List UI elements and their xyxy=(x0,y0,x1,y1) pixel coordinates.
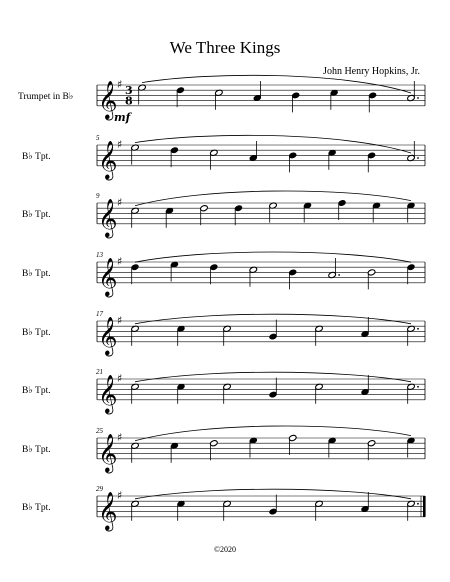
note xyxy=(170,442,178,463)
phrase-slur xyxy=(135,426,411,441)
note xyxy=(249,437,257,458)
note xyxy=(361,492,369,513)
note xyxy=(234,205,242,226)
key-signature-sharp-icon: ♯ xyxy=(117,78,123,91)
measure-number: 21 xyxy=(96,368,103,376)
key-signature-sharp-icon: ♯ xyxy=(117,431,123,444)
key-signature-sharp-icon: ♯ xyxy=(117,255,123,268)
instrument-label: B♭ Tpt. xyxy=(22,209,51,220)
note xyxy=(288,152,296,173)
phrase-slur xyxy=(135,314,411,324)
note xyxy=(131,383,139,404)
composer-credit: John Henry Hopkins, Jr. xyxy=(323,66,420,77)
augmentation-dot xyxy=(417,97,419,99)
phrase-slur xyxy=(135,372,411,382)
note xyxy=(131,264,139,285)
staff xyxy=(22,368,425,415)
instrument-label: B♭ Tpt. xyxy=(22,444,51,455)
measure-number: 17 xyxy=(96,310,103,318)
augmentation-dot xyxy=(417,503,419,505)
staff xyxy=(22,485,426,532)
note xyxy=(328,258,340,279)
note xyxy=(372,202,380,223)
time-signature-bottom: 8 xyxy=(125,94,133,108)
note xyxy=(330,89,338,110)
augmentation-dot xyxy=(417,157,419,159)
note xyxy=(315,325,323,346)
note xyxy=(177,325,185,346)
note xyxy=(131,442,139,463)
final-thick-barline xyxy=(423,496,426,517)
treble-clef-icon: 𝄞 xyxy=(98,432,118,472)
note xyxy=(177,383,185,404)
note xyxy=(200,205,208,226)
staff xyxy=(22,191,425,239)
staff xyxy=(22,251,425,298)
staff xyxy=(22,134,425,181)
note xyxy=(328,149,336,170)
note xyxy=(269,202,277,223)
note xyxy=(367,152,375,173)
treble-clef-icon: 𝄞 xyxy=(98,79,118,119)
key-signature-sharp-icon: ♯ xyxy=(117,372,123,385)
measure-number: 13 xyxy=(96,251,103,259)
note xyxy=(328,437,336,458)
treble-clef-icon: 𝄞 xyxy=(98,256,118,296)
treble-clef-icon: 𝄞 xyxy=(98,139,118,179)
note xyxy=(288,269,296,290)
note xyxy=(407,81,419,102)
note xyxy=(138,84,146,105)
note xyxy=(210,264,218,285)
instrument-label: B♭ Tpt. xyxy=(22,385,51,396)
note xyxy=(177,500,185,521)
note xyxy=(170,147,178,168)
note xyxy=(176,87,184,108)
dynamic-marking: mf xyxy=(114,110,131,124)
key-signature-sharp-icon: ♯ xyxy=(117,138,123,151)
note xyxy=(249,266,257,287)
note xyxy=(210,149,218,170)
note xyxy=(170,261,178,282)
note xyxy=(269,495,277,516)
copyright-footer: ©2020 xyxy=(213,545,237,554)
instrument-label: B♭ Tpt. xyxy=(22,268,51,279)
note xyxy=(315,383,323,404)
staff xyxy=(18,75,425,123)
note xyxy=(303,202,311,223)
treble-clef-icon: 𝄞 xyxy=(98,197,118,237)
note xyxy=(407,500,419,521)
staves-layer xyxy=(18,75,426,531)
note xyxy=(367,440,375,461)
staff xyxy=(22,426,425,474)
note xyxy=(338,199,346,220)
augmentation-dot xyxy=(417,328,419,330)
note xyxy=(131,325,139,346)
note xyxy=(407,202,415,223)
note xyxy=(223,325,231,346)
note xyxy=(131,207,139,228)
measure-number: 25 xyxy=(96,427,103,435)
key-signature-sharp-icon: ♯ xyxy=(117,196,123,209)
note xyxy=(223,383,231,404)
measure-number: 5 xyxy=(96,134,100,142)
note xyxy=(407,325,419,346)
note xyxy=(315,500,323,521)
treble-clef-icon: 𝄞 xyxy=(98,315,118,355)
treble-clef-icon: 𝄞 xyxy=(98,490,118,530)
note xyxy=(223,500,231,521)
note xyxy=(361,317,369,338)
note xyxy=(407,383,419,404)
instrument-label: B♭ Tpt. xyxy=(22,502,51,513)
augmentation-dot xyxy=(417,386,419,388)
note xyxy=(407,264,415,285)
treble-clef-icon: 𝄞 xyxy=(98,373,118,413)
note xyxy=(215,89,223,110)
instrument-label: Trumpet in B♭ xyxy=(18,91,74,102)
note xyxy=(249,141,257,162)
measure-number: 9 xyxy=(96,192,100,200)
score-title: We Three Kings xyxy=(169,38,281,57)
note xyxy=(253,81,261,102)
staff xyxy=(22,310,425,357)
instrument-label: B♭ Tpt. xyxy=(22,327,51,338)
time-signature-top: 3 xyxy=(125,84,133,97)
note xyxy=(291,92,299,113)
note xyxy=(165,207,173,228)
note xyxy=(288,434,296,455)
note xyxy=(131,144,139,165)
augmentation-dot xyxy=(338,274,340,276)
key-signature-sharp-icon: ♯ xyxy=(117,489,123,502)
note xyxy=(367,269,375,290)
note xyxy=(407,437,415,458)
note xyxy=(269,378,277,399)
note xyxy=(210,440,218,461)
note xyxy=(368,92,376,113)
measure-number: 29 xyxy=(96,485,103,493)
instrument-label: B♭ Tpt. xyxy=(22,151,51,162)
note xyxy=(361,375,369,396)
phrase-slur xyxy=(135,252,411,262)
phrase-slur xyxy=(135,489,411,499)
note xyxy=(407,141,419,162)
note xyxy=(131,500,139,521)
note xyxy=(269,320,277,341)
key-signature-sharp-icon: ♯ xyxy=(117,314,123,327)
